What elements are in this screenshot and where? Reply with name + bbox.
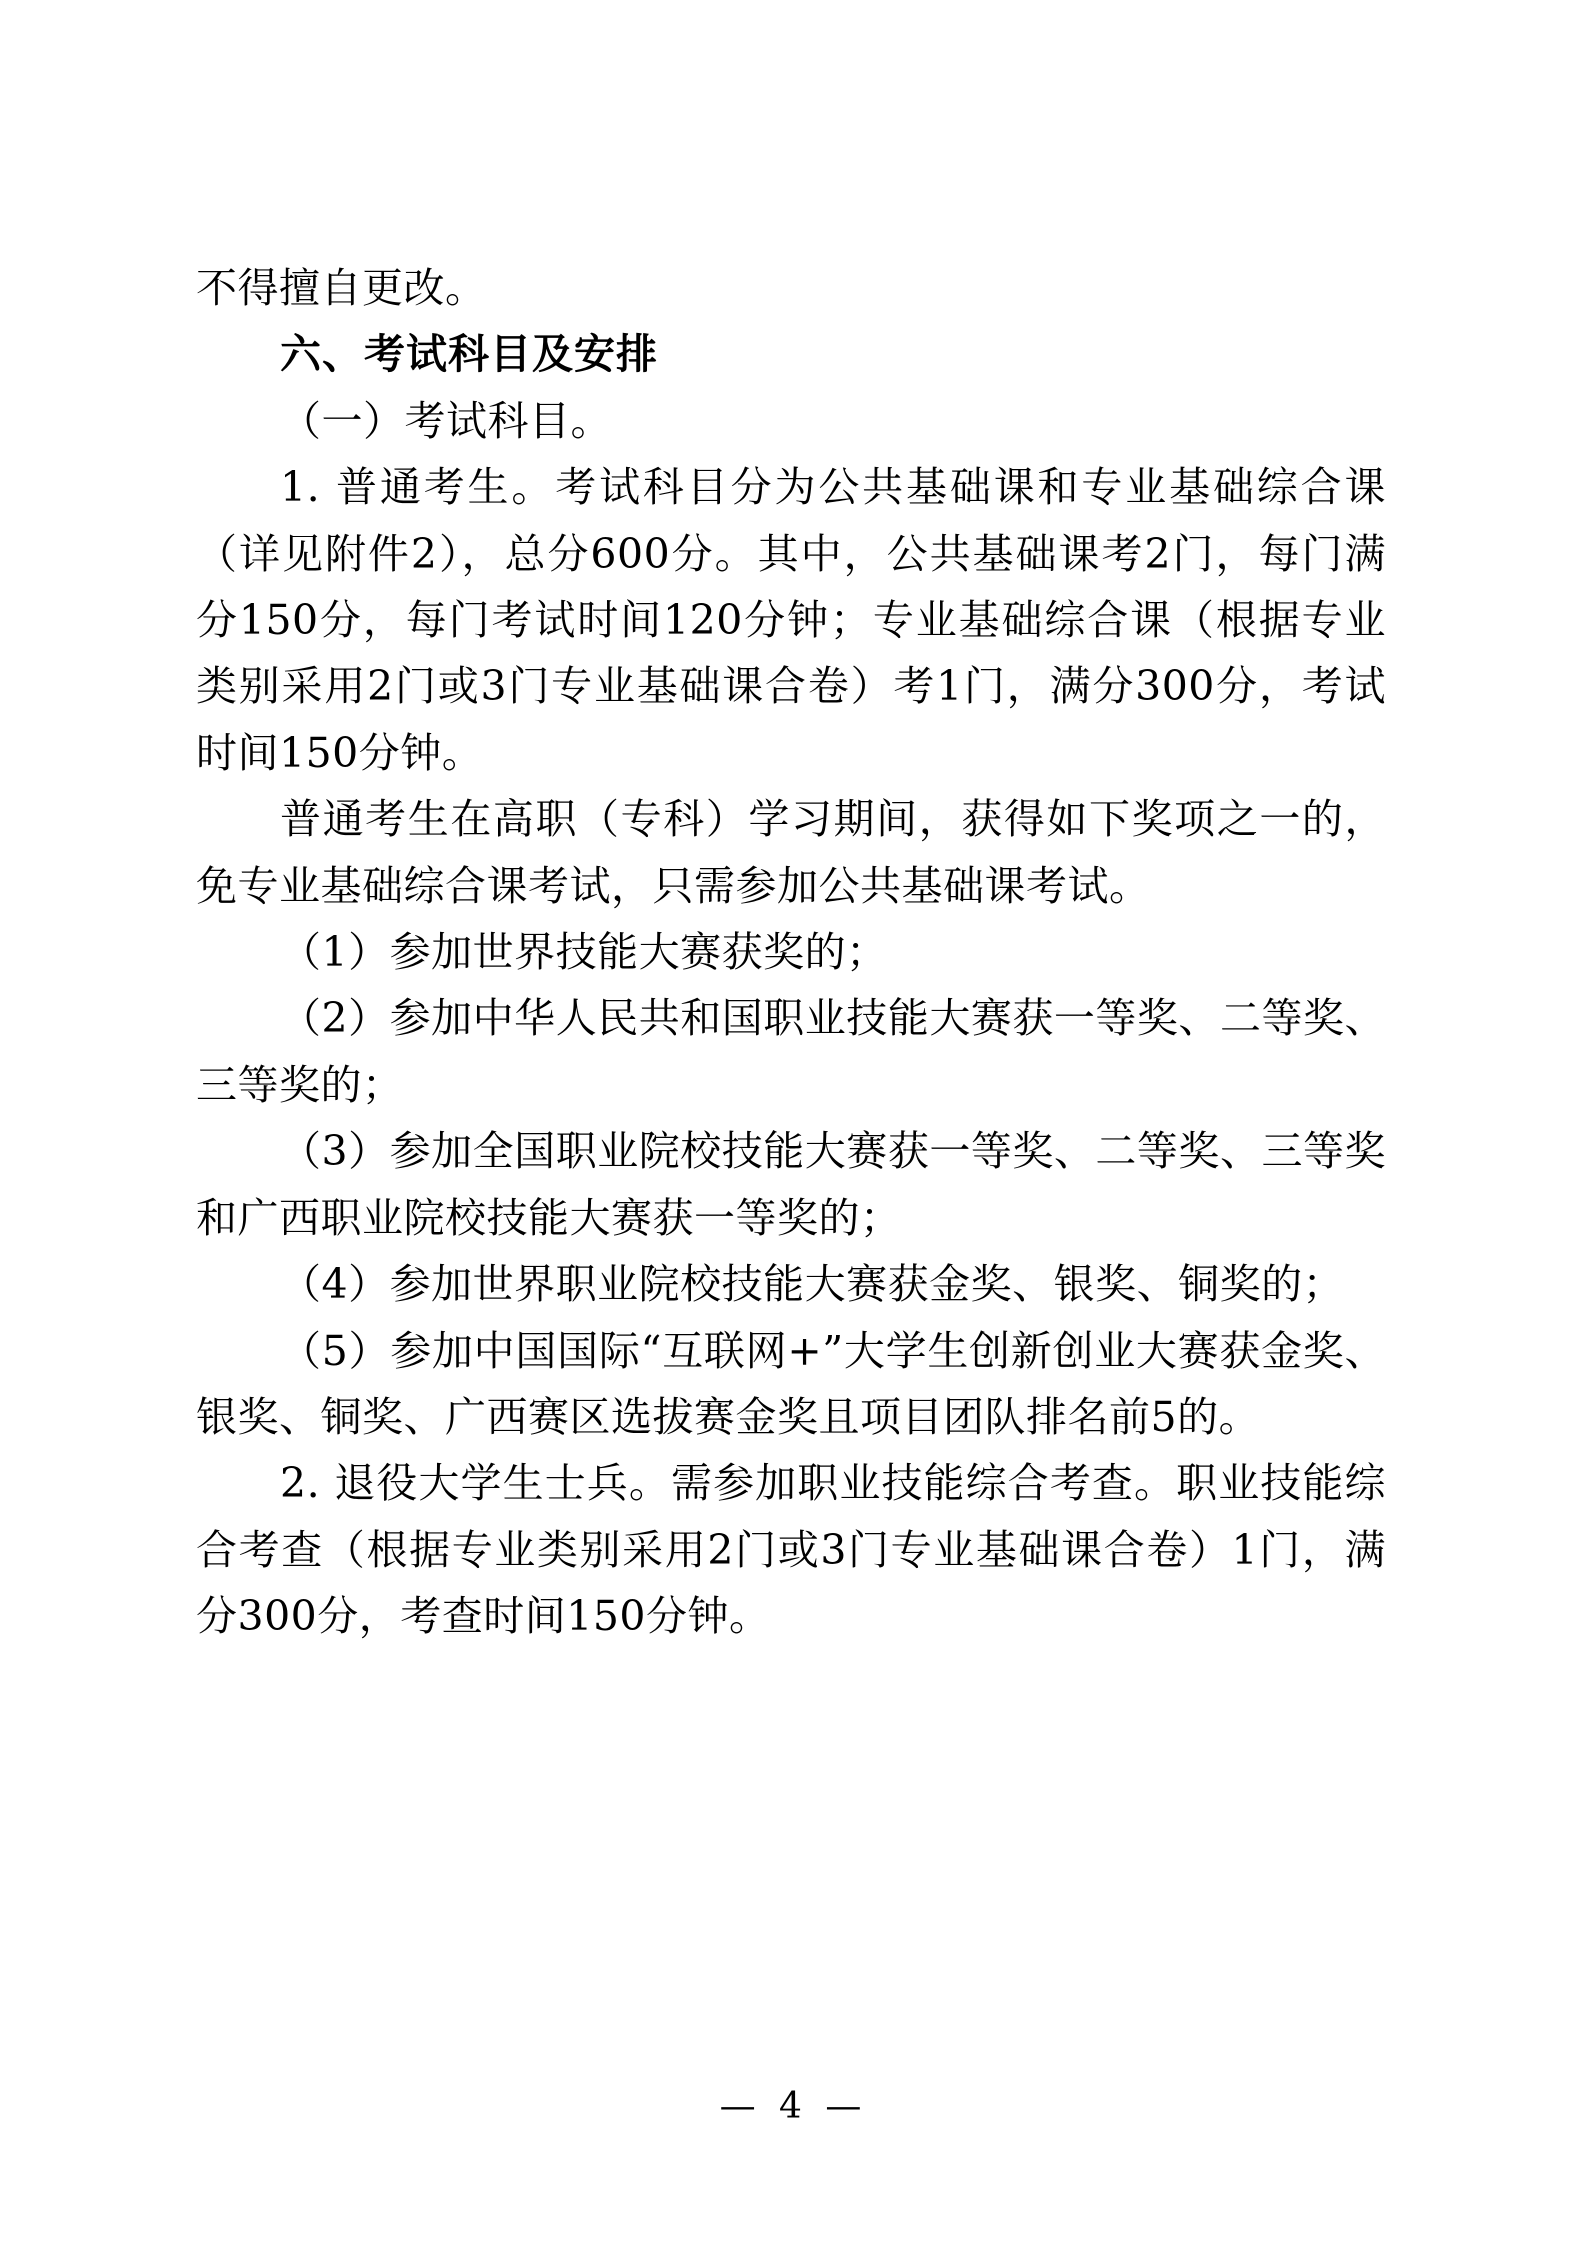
paragraph-item-2-veteran-students: 2. 退役大学生士兵。需参加职业技能综合考查。职业技能综合考查（根据专业类别采用2门或3门专业基础课合卷）1门，满分300分，考查时间150分钟。: [196, 1459, 1386, 1641]
page-number: 4: [779, 2086, 808, 2127]
paragraph-award-item-4: （4）参加世界职业院校技能大赛获金奖、银奖、铜奖的；: [280, 1260, 1345, 1309]
document-body: [196, 255, 1386, 1650]
footer-right-dash: —: [825, 2086, 868, 2127]
paragraph-exemption-condition: 普通考生在高职（专科）学习期间，获得如下奖项之一的，免专业基础综合课考试，只需参加公共基础课考试。: [196, 795, 1386, 910]
section-heading-six: 六、考试科目及安排: [280, 330, 658, 379]
page-footer: [0, 2086, 1587, 2127]
paragraph-award-item-1: （1）参加世界技能大赛获奖的；: [280, 928, 888, 977]
paragraph-item-1-general-candidates: 1. 普通考生。考试科目分为公共基础课和专业基础综合课（详见附件2），总分600分。其中，公共基础课考2门，每门满分150分，每门考试时间120分钟；专业基础综合课（根据专业类别采用2门或3门专业基础课合卷）考1门，满分300分，考试时间150分钟。: [196, 463, 1386, 777]
subsection-heading-one: （一）考试科目。: [280, 396, 612, 445]
paragraph-award-item-3: （3）参加全国职业院校技能大赛获一等奖、二等奖、三等奖和广西职业院校技能大赛获一等奖的；: [196, 1127, 1386, 1242]
paragraph-award-item-5: （5）参加中国国际“互联网+”大学生创新创业大赛获金奖、银奖、铜奖、广西赛区选拔赛金奖且项目团队排名前5的。: [196, 1326, 1386, 1441]
paragraph-continued-text: 不得擅自更改。: [196, 264, 487, 312]
footer-left-dash: —: [719, 2086, 762, 2127]
paragraph-award-item-2: （2）参加中华人民共和国职业技能大赛获一等奖、二等奖、三等奖的；: [196, 994, 1386, 1109]
